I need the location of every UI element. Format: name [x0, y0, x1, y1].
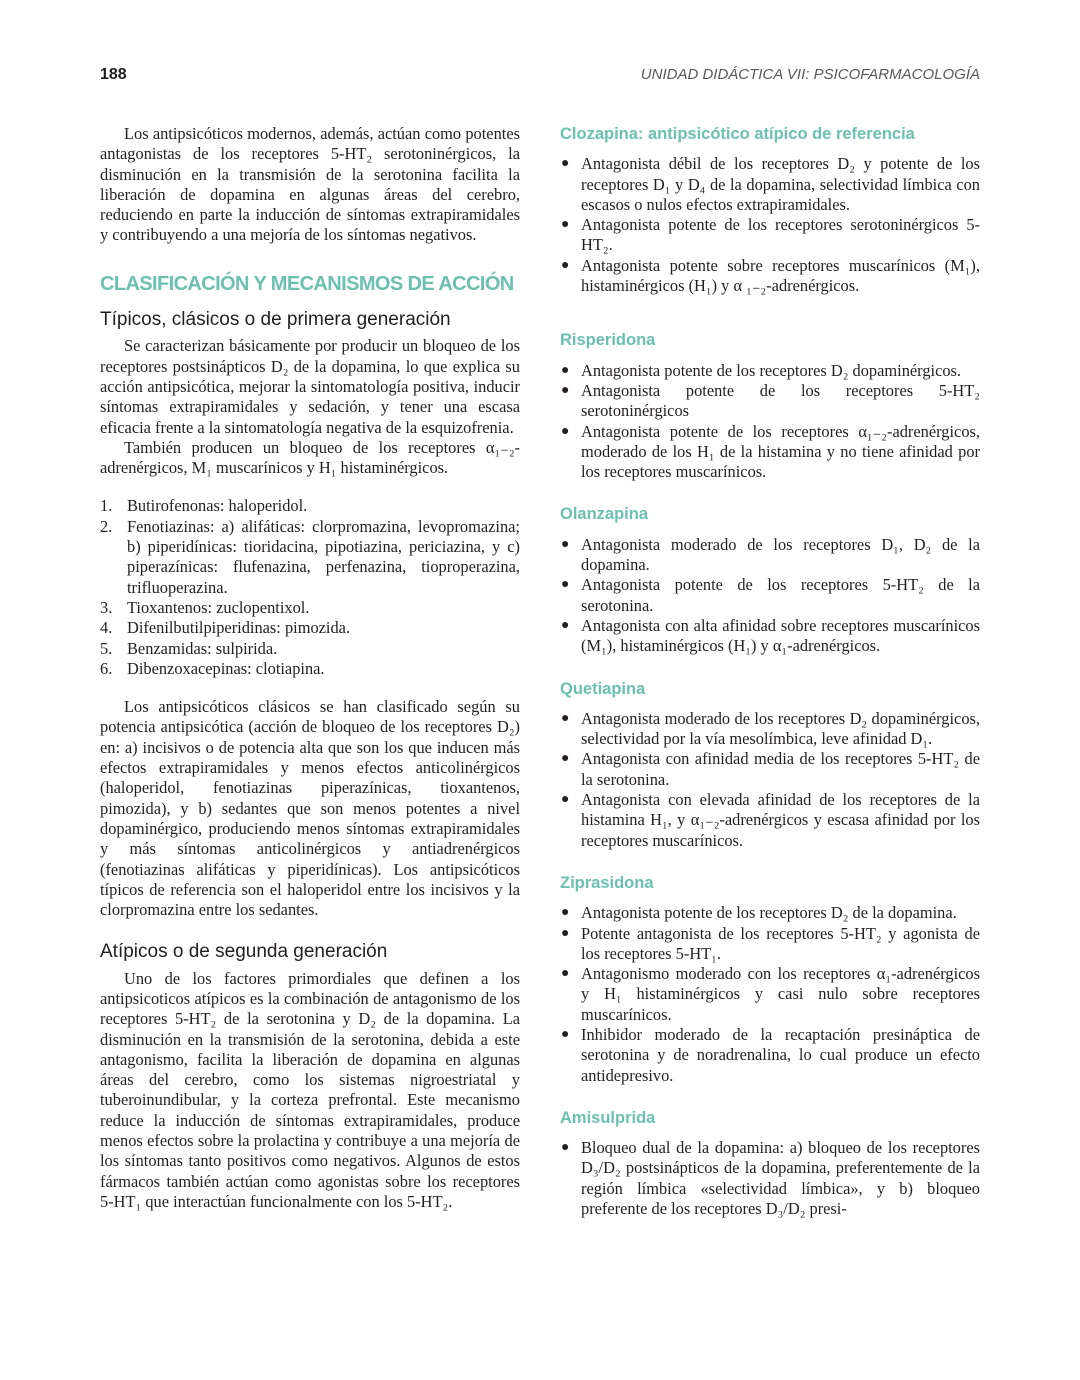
bullet-text: Antagonista potente de los receptores α₁₋₂-adrenérgicos, moderado de los H₁ de la histamina y no tiene afinidad por los receptores muscarínicos. — [581, 421, 980, 482]
bullet-item — [560, 535, 980, 576]
bullet-text: Antagonista potente de los receptores D₂ de la dopamina. — [581, 903, 957, 923]
list-item — [100, 659, 520, 679]
drug-bullets-risperidona — [560, 361, 980, 483]
bullet-text: Bloqueo dual de la dopamina: a) bloqueo de los receptores D₃/D₂ postsinápticos de la dopamina, preferentemente de la región límbica «selectividad límbica», y b) bloqueo preferente de los receptores D₃/D₂ presi- — [581, 1138, 980, 1219]
bullet-text: Antagonismo moderado con los receptores α₁-adrenérgicos y H₁ histaminérgicos y casi nulo sobre receptores muscarínicos. — [581, 964, 980, 1024]
list-text: Butirofenonas: haloperidol. — [127, 496, 308, 516]
bullet-text: Antagonista potente sobre receptores muscarínicos (M₁), histaminérgicos (H₁) y α ₁₋₂-adrenérgicos. — [581, 255, 980, 296]
bullet-icon: ● — [561, 905, 570, 921]
bullet-icon: ● — [561, 382, 570, 398]
bullet-icon: ● — [561, 577, 570, 593]
list-number: 5. — [100, 638, 113, 658]
bullet-text: Antagonista potente de los receptores serotoninérgicos 5-HT₂. — [581, 215, 980, 255]
left-column — [100, 124, 520, 1212]
drug-bullets-amisulprida — [560, 1138, 980, 1219]
bullet-text: Antagonista potente de los receptores D₂ dopaminérgicos. — [581, 360, 962, 380]
bullet-icon: ● — [561, 362, 570, 378]
bullet-icon: ● — [561, 710, 570, 726]
bullet-text: Antagonista con alta afinidad sobre receptores muscarínicos (M₁), histaminérgicos (H₁) y α₁-adrenérgicos. — [581, 615, 980, 656]
page-header — [100, 66, 980, 90]
drug-title-clozapina: Clozapina: antipsicótico atípico de referencia — [560, 125, 915, 143]
subsection-title-typical: Típicos, clásicos o de primera generación — [100, 309, 451, 331]
list-number: 1. — [100, 496, 113, 516]
list-item — [100, 598, 520, 618]
drug-bullets-ziprasidona — [560, 903, 980, 1086]
bullet-text: Antagonista con afinidad media de los receptores 5-HT₂ de la serotonina. — [581, 749, 980, 789]
bullet-item — [560, 1138, 980, 1219]
bullet-icon: ● — [561, 257, 570, 273]
typical-paragraph-2: También producen un bloqueo de los receptores α₁₋₂-adrenérgicos, M₁ muscarínicos y H₁ histaminérgicos. — [100, 437, 520, 478]
right-column — [560, 124, 980, 1241]
bullet-item — [560, 575, 980, 616]
drug-title-ziprasidona: Ziprasidona — [560, 873, 654, 892]
drug-title-risperidona: Risperidona — [560, 331, 656, 350]
bullet-text: Antagonista débil de los receptores D₂ y potente de los receptores D₁ y D₄ de la dopamina, selectividad límbica con escasos o nulos efectos extrapiramidales. — [581, 154, 980, 214]
bullet-text: Antagonista con elevada afinidad de los receptores de la histamina H₁, y α₁₋₂-adrenérgicos y escasa afinidad por los receptores muscarínicos. — [581, 790, 980, 850]
bullet-item — [560, 154, 980, 215]
bullet-icon: ● — [561, 617, 570, 633]
bullet-item — [560, 790, 980, 851]
bullet-item — [560, 749, 980, 790]
bullet-item — [560, 422, 980, 483]
drug-title-olanzapina: Olanzapina — [560, 505, 649, 524]
list-text: Benzamidas: sulpirida. — [127, 638, 278, 658]
bullet-text: Antagonista moderado de los receptores D₁, D₂ de la dopamina. — [581, 534, 980, 575]
drug-bullets-olanzapina — [560, 535, 980, 657]
bullet-item — [560, 616, 980, 657]
bullet-item — [560, 256, 980, 297]
bullet-icon: ● — [561, 156, 570, 172]
list-text: Tioxantenos: zuclopentixol. — [127, 597, 310, 617]
bullet-icon: ● — [561, 423, 570, 439]
bullet-text: Antagonista moderado de los receptores D₂ dopaminérgicos, selectividad por la vía mesolímbica, leve afinidad D₁. — [581, 708, 980, 749]
bullet-item — [560, 1025, 980, 1086]
list-item — [100, 517, 520, 598]
bullet-item — [560, 381, 980, 422]
bullet-item — [560, 709, 980, 750]
bullet-item — [560, 215, 980, 256]
typical-paragraph-1: Se caracterizan básicamente por producir un bloqueo de los receptores postsinápticos D₂ de la dopamina, lo que explica su acción antipsicótica, mejorar la sintomatología positiva, inducir síntomas extrapiramidales y sedación, y tener una escasa eficacia frente a la sintomatología negativa de la esquizofrenia. — [100, 336, 520, 437]
bullet-icon: ● — [561, 1140, 570, 1156]
list-text: Fenotiazinas: a) alifáticas: clorpromazina, levopromazina; b) piperidínicas: tioridacina, pipotiazina, periciazina, y c) piperazínicas: flufenazina, perfenazina, tioproperazina, trifluoperazina. — [127, 516, 520, 597]
list-item — [100, 618, 520, 638]
bullet-icon: ● — [561, 536, 570, 552]
section-title: CLASIFICACIÓN Y MECANISMOS DE ACCIÓN — [100, 272, 514, 295]
bullet-icon: ● — [561, 925, 570, 941]
drug-title-quetiapina: Quetiapina — [560, 679, 646, 698]
atypical-paragraph: Uno de los factores primordiales que definen a los antipsicoticos atípicos es la combinación de antagonismo de los receptores 5-HT₂ de la serotonina y D₂ de la dopamina. La disminución en la transmisión de la serotonina, debida a este antagonismo, facilita la liberación de dopamina en algunas áreas del cerebro, como los sistemas nigroestriatal y tuberoinundibular, y la corteza prefrontal. Este mecanismo reduce la inducción de síntomas extrapiramidales, produce menos efectos sobre la prolactina y contribuye a una mejoría de los síntomas tanto positivos como negativos. Algunos de estos fármacos también actúan como agonistas sobre los receptores 5-HT₁ que interactúan funcionalmente con los 5-HT₂. — [100, 968, 520, 1211]
list-number: 3. — [100, 597, 113, 617]
list-item — [100, 639, 520, 659]
bullet-text: Antagonista potente de los receptores 5-HT₂ de la serotonina. — [581, 575, 980, 615]
bullet-item — [560, 964, 980, 1025]
bullet-icon: ● — [561, 217, 570, 233]
bullet-icon: ● — [561, 1026, 570, 1042]
list-text: Difenilbutilpiperidinas: pimozida. — [127, 618, 351, 638]
drug-title-amisulprida: Amisulprida — [560, 1108, 656, 1127]
page-number: 188 — [100, 66, 127, 83]
list-text: Dibenzoxacepinas: clotiapina. — [127, 658, 325, 678]
bullet-icon: ● — [561, 966, 570, 982]
bullet-item — [560, 361, 980, 381]
bullet-icon: ● — [561, 792, 570, 808]
bullet-text: Potente antagonista de los receptores 5-HT₂ y agonista de los receptores 5-HT₁. — [581, 923, 980, 963]
list-item — [100, 496, 520, 516]
bullet-text: Antagonista potente de los receptores 5-HT₂ serotoninérgicos — [581, 380, 980, 421]
typical-drug-class-list — [100, 496, 520, 679]
list-number: 4. — [100, 618, 113, 638]
typical-paragraph-3: Los antipsicóticos clásicos se han clasificado según su potencia antipsicótica (acción de bloqueo de los receptores D₂) en: a) incisivos o de potencia alta que son los que inducen más efectos extrapiramidales y menos efectos anticolinérgicos (haloperidol, fenotiazinas piperazínicas, tioxantenos, pimozida), y b) sedantes que son menos potentes a nivel dopaminérgico, produciendo menos síntomas extrapiramidales y más síntomas anticolinérgicos y antiadrenérgicos (fenotiazinas alifáticas y piperidínicas). Los antipsicóticos típicos de referencia son el haloperidol entre los incisivos y la clorpromazina entre los sedantes. — [100, 697, 520, 920]
bullet-item — [560, 924, 980, 965]
drug-bullets-clozapina — [560, 154, 980, 296]
bullet-icon: ● — [561, 751, 570, 767]
list-number: 6. — [100, 658, 113, 678]
list-number: 2. — [100, 516, 113, 536]
bullet-item — [560, 903, 980, 923]
running-title: UNIDAD DIDÁCTICA VII: PSICOFARMACOLOGÍA — [640, 66, 980, 83]
subsection-title-atypical: Atípicos o de segunda generación — [100, 941, 388, 963]
intro-paragraph: Los antipsicóticos modernos, además, actúan como potentes antagonistas de los receptores 5-HT₂ serotoninérgicos, la disminución en la transmisión de la serotonina facilita la liberación de dopamina en algunas áreas del cerebro, reduciendo en parte la inducción de síntomas extrapiramidales y contribuyendo a una mejoría de los síntomas negativos. — [100, 124, 520, 245]
bullet-text: Inhibidor moderado de la recaptación presináptica de serotonina y de noradrenalina, lo cual produce un efecto antidepresivo. — [581, 1024, 980, 1085]
drug-bullets-quetiapina — [560, 709, 980, 851]
